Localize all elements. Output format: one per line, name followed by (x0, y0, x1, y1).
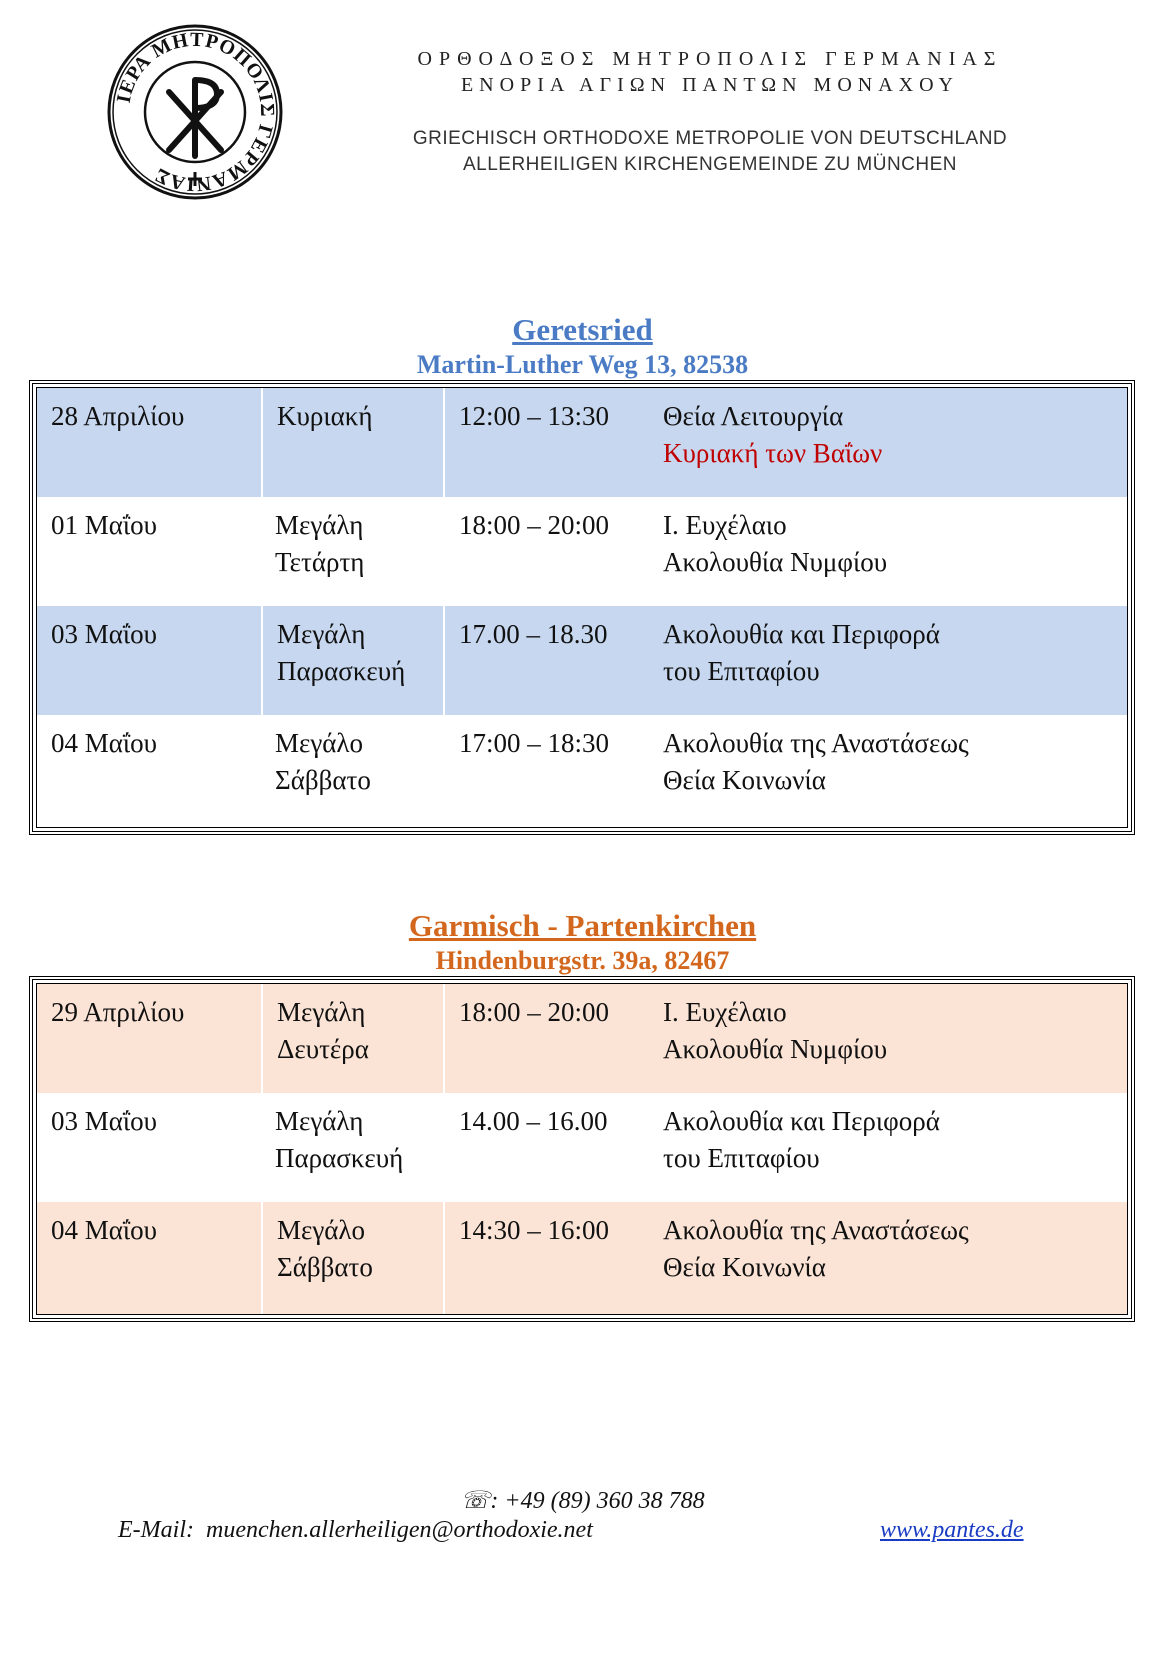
palm-sunday-note: Κυριακή των Βαΐων (663, 438, 883, 468)
row-service: Ι. Ευχέλαιο Ακολουθία Νυμφίου (649, 984, 1127, 1093)
website-link[interactable]: www.pantes.de (880, 1517, 1024, 1543)
email-label: E-Mail: (118, 1517, 194, 1543)
row-time: 18:00 – 20:00 (445, 984, 649, 1093)
row-time: 12:00 – 13:30 (445, 388, 649, 497)
email-address[interactable]: muenchen.allerheiligen@orthodoxie.net (205, 1517, 593, 1543)
row-service: Ακολουθία της Αναστάσεως Θεία Κοινωνία (649, 1202, 1127, 1314)
footer-email-line (118, 1517, 593, 1544)
table-row (37, 606, 1127, 715)
schedule-table-garmisch (29, 976, 1135, 1322)
row-date: 29 Απριλίου (37, 984, 261, 1093)
row-service: Ι. Ευχέλαιο Ακολουθία Νυμφίου (663, 510, 888, 577)
row-day: Κυριακή (261, 388, 445, 497)
table-row (37, 1093, 1127, 1202)
row-day: Μεγάλη Τετάρτη (275, 510, 365, 577)
section-address-garmisch: Hindenburgstr. 39a, 82467 (435, 946, 730, 975)
row-service: Ακολουθία και Περιφορά του Επιταφίου (663, 1106, 940, 1173)
row-date: 03 Μαΐου (37, 606, 261, 715)
section-title-garmisch: Garmisch - Partenkirchen (408, 908, 757, 943)
metropolis-seal-logo (105, 22, 285, 202)
row-date: 04 Μαΐου (51, 728, 158, 758)
row-date: 03 Μαΐου (51, 1106, 158, 1136)
table-row (37, 715, 1127, 827)
telephone-icon: ☏: (460, 1488, 499, 1514)
phone-number: +49 (89) 360 38 788 (504, 1488, 705, 1514)
row-time: 14.00 – 16.00 (459, 1106, 608, 1136)
row-time: 18:00 – 20:00 (459, 510, 610, 540)
row-service: Ακολουθία και Περιφορά του Επιταφίου (649, 606, 1127, 715)
row-day: Μεγάλο Σάββατο (275, 728, 371, 795)
row-day: Μεγάλη Δευτέρα (261, 984, 445, 1093)
letterhead (0, 0, 1165, 230)
greek-title-line2: ΕΝΟΡΙΑ ΑΓΙΩΝ ΠΑΝΤΩΝ ΜΟΝΑΧΟΥ (460, 74, 960, 96)
section-title-geretsried: Geretsried (512, 312, 653, 347)
row-day: Μεγάλη Παρασκευή (275, 1106, 404, 1173)
row-service: Ακολουθία της Αναστάσεως Θεία Κοινωνία (663, 728, 969, 795)
row-time: 17:00 – 18:30 (459, 728, 610, 758)
schedule-table-geretsried (29, 380, 1135, 835)
german-title-line2: ALLERHEILIGEN KIRCHENGEMEINDE ZU MÜNCHEN (462, 154, 958, 175)
row-date: 04 Μαΐου (37, 1202, 261, 1314)
row-date: 28 Απριλίου (37, 388, 261, 497)
row-date: 01 Μαΐου (51, 510, 158, 540)
section-address-geretsried: Martin-Luther Weg 13, 82538 (416, 350, 749, 379)
table-row (37, 388, 1127, 497)
row-time: 14:30 – 16:00 (445, 1202, 649, 1314)
footer-phone-line (0, 1486, 1165, 1515)
table-row (37, 497, 1127, 606)
greek-title-line1: ΟΡΘΟΔΟΞΟΣ ΜΗΤΡΟΠΟΛΙΣ ΓΕΡΜΑΝΙΑΣ (417, 48, 1003, 70)
row-day: Μεγάλο Σάββατο (261, 1202, 445, 1314)
svg-text:ΙΕΡΑ ΜΗΤΡΟΠΟΛΙΣ ΓΕΡΜΑΝΙΑΣ: ΙΕΡΑ ΜΗΤΡΟΠΟΛΙΣ ΓΕΡΜΑΝΙΑΣ (112, 28, 279, 196)
table-row (37, 984, 1127, 1093)
table-row (37, 1202, 1127, 1314)
row-day: Μεγάλη Παρασκευή (261, 606, 445, 715)
row-time: 17.00 – 18.30 (445, 606, 649, 715)
german-title-line1: GRIECHISCH ORTHODOXE METROPOLIE VON DEUTSCHLAND (412, 128, 1008, 149)
row-service: Θεία Λειτουργία Κυριακή των Βαΐων (649, 388, 1127, 497)
